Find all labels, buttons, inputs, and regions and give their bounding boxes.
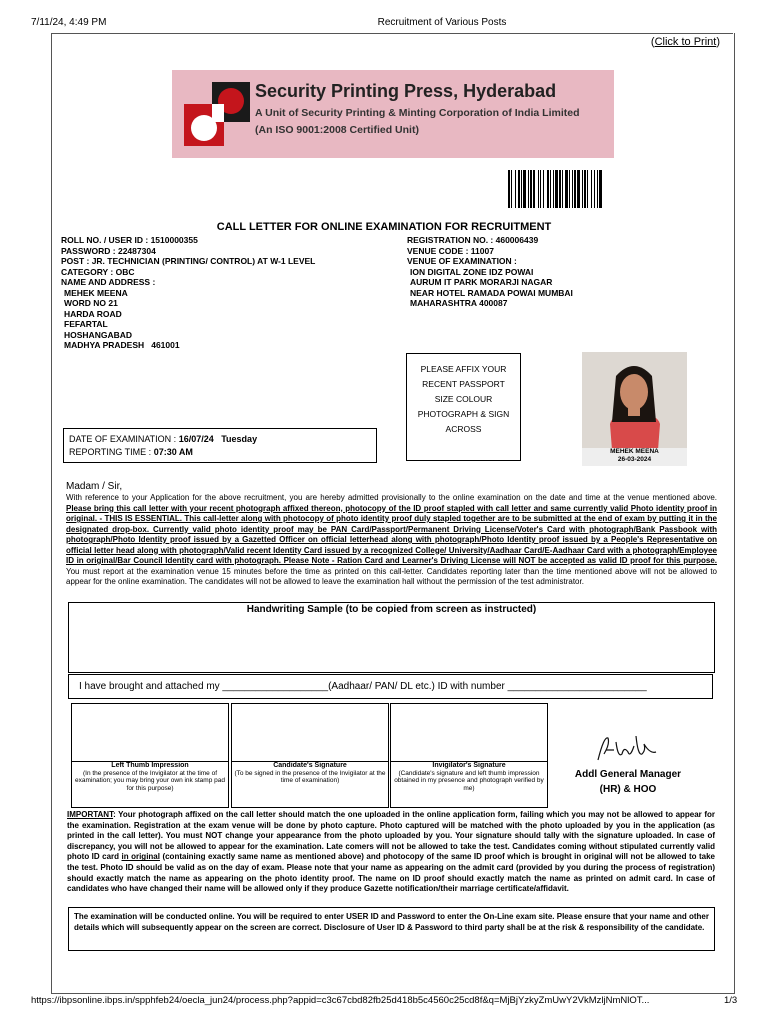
document-title: CALL LETTER FOR ONLINE EXAMINATION FOR RECRUITMENT [216,221,552,233]
barcode-bar [602,170,603,208]
exam-date-label: DATE OF EXAMINATION : [69,434,179,444]
reporting-time-label: REPORTING TIME : [69,447,154,457]
important-paragraph [67,810,715,895]
category: CATEGORY : OBC [61,266,135,277]
name-address-label: NAME AND ADDRESS : [61,277,156,287]
manager-signature-icon [594,732,662,764]
candidate-photo [582,352,687,466]
venue-line: ION DIGITAL ZONE IDZ POWAI [410,266,534,277]
candidate-signature-area[interactable] [232,704,388,762]
spp-logo-icon [182,80,252,148]
venue-line: AURUM IT PARK MORARJI NAGAR [410,277,553,287]
address-line: HOSHANGABAD [64,329,132,340]
left-thumb-title: Left Thumb Impression [111,762,189,769]
spp-banner [172,70,614,158]
invigilator-signature-desc: (Candidate's signature and left thumb impression obtained in my presence and photograph verified by me) [394,769,544,792]
venue-line: MAHARASHTRA 400087 [410,298,508,308]
handwriting-box[interactable] [68,602,715,673]
important-label: IMPORTANT [67,810,114,819]
photo-caption [582,448,687,466]
reporting-time-row [69,446,371,459]
click-to-print-link[interactable]: Click to Print [654,36,717,48]
left-thumb-desc: (In the presence of the Invigilator at the time of examination; you may bring your own ink stamp pad for this purpose) [75,769,225,792]
left-thumb-label [74,762,226,792]
instructions-essential: Please bring this call letter with your recent photograph affixed thereon, photocopy of the ID proof stapled with call letter and same currently valid Photo identity proof in original. - THIS IS ESSENTIAL. This call-letter along with photocopy of photo identity proof duly stapled together are to be submitted at the end of exam by putting it in the designated drop-box. Currently valid photo identity proof may be PAN Card/Passport/Permanent Driving License/Voter's Card with photograph/Bank Passbook with photograph/Photo Identity proof issued by a Gazetted Officer on official letterhead along with photograph/Photo Identity proof issued by a People's Representative on official letter head along with photograph/Valid recent Identity Card issued by a recognized College/ University/Aadhaar Card/E-Aadhaar Card with a photograph/Employee ID in original/Bar Council Identity card with photograph. Please Note - Ration Card and Learner's Driving License will NOT be accepted as valid ID proof for this purpose. [66,503,717,565]
footer-url: https://ibpsonline.ibps.in/spphfeb24/oecla_jun24/process.php?appid=c3c67cbd82fb25d418b5c4560c25cd8f&q=MjBjYzkyZmUwY2VkMzljNmNlOT... [31,995,650,1006]
instructions-paragraph [66,493,717,588]
post: POST : JR. TECHNICIAN (PRINTING/ CONTROL) AT W-1 LEVEL [61,256,316,266]
salutation: Madam / Sir, [66,481,123,492]
invigilator-signature-label [393,762,545,792]
print-datetime: 7/11/24, 4:49 PM [31,17,107,28]
handwriting-title: Handwriting Sample (to be copied from screen as instructed) [246,604,537,615]
affix-line: SIZE COLOUR [434,394,493,404]
barcode [508,170,682,208]
left-thumb-area[interactable] [72,704,228,762]
instructions-reporting: You must report at the examination venue 15 minutes before the time as printed on this call-letter. Candidates reporting later than the time mentioned above will not be allowed to appear for the online examination. The candidates will not be allowed to leave the examination hall without the permission of the test administrator. [66,566,717,586]
id-declaration-text: I have brought and attached my ___________________(Aadhaar/ PAN/ DL etc.) ID with number _________________________ [79,681,647,692]
invigilator-signature-box[interactable] [390,703,548,808]
address-line: WORD NO 21 [64,298,118,308]
important-text: : Your photograph affixed on the call letter should match the one uploaded in the online application form, failing which you may not be allowed to appear for the examination. Registration at the exam venue will be done by photo capture. Photo captured will be matched with the photo uploaded by you in the application (as printed in the call letter). You must NOT change your appearance from the photo uploaded by you. Your signature should tally with the signature uploaded. In case of discrepancy, you will not be allowed to appear for the examination. Late comers will not be allowed to take the test. Candidates coming without stipulated currently valid photo ID card [67,810,715,862]
exam-date-box [63,428,377,463]
important-text-cont: (containing exactly same name as mentioned above) and photocopy of the same ID proof which is brought in original will not be allowed to take the test. Photo ID should be valid as on the day of exam. Please note that your name as appearing on the admit card (provided by you during the process of registration) should exactly match the name as appearing on the photo identity proof. The name on ID proof should exactly match the name as printed on admit card. In case of candidates who have changed their name will be allowed only if they produce Gazette notification/their marriage certificate/affidavit. [67,852,715,894]
photo-name: MEHEK MEENA [610,448,659,455]
manager-line1: Addl General Manager [574,769,682,780]
banner-iso: (An ISO 9001:2008 Certified Unit) [255,124,419,136]
venue-line: NEAR HOTEL RAMADA POWAI MUMBAI [410,287,573,298]
exam-date-row [69,433,371,446]
important-in-original: in original [121,852,160,862]
banner-title: Security Printing Press, Hyderabad [255,81,557,101]
address-line: HARDA ROAD [64,308,122,319]
id-declaration-box [68,674,713,699]
candidate-signature-desc: (To be signed in the presence of the Invigilator at the time of examination) [234,769,386,784]
print-page-title: Recruitment of Various Posts [377,17,507,28]
affix-photo-box [406,353,521,461]
instructions-intro: With reference to your Application for the above recruitment, you are hereby admitted provisionally to the online examination on the date and time at the venue mentioned above. [66,493,717,502]
affix-line: RECENT PASSPORT [422,379,505,389]
candidate-signature-title: Candidate's Signature [273,762,347,769]
page-number: 1/3 [724,995,738,1006]
online-exam-text: The examination will be conducted online. You will be required to enter USER ID and Password to enter the On-Line exam site. Please ensure that your name and other details which will subsequently appear on the screen are correct. Disclosure of User ID & Password to third party shall be at the risk & responsibility of the candidate. [74,912,709,932]
affix-line: PLEASE AFFIX YOUR [420,364,507,374]
invigilator-signature-area[interactable] [391,704,547,762]
address-line: MEHEK MEENA [64,287,128,298]
candidate-signature-box[interactable] [231,703,389,808]
photo-date: 26-03-2024 [617,456,652,463]
candidate-signature-label [234,762,386,785]
venue-code: VENUE CODE : 11007 [407,245,494,256]
print-link-wrapper: (Click to Print) [650,36,720,48]
left-thumb-box[interactable] [71,703,229,808]
address-line: FEFARTAL [64,319,108,329]
banner-subtitle: A Unit of Security Printing & Minting Corporation of India Limited [255,107,580,119]
manager-line2: (HR) & HOO [599,784,657,795]
venue-block [407,267,727,309]
address-line: MADHYA PRADESH 461001 [64,340,180,350]
registration-number: REGISTRATION NO. : 460006439 [407,235,539,245]
affix-line: ACROSS [445,424,482,434]
affix-line: PHOTOGRAPH & SIGN [417,409,510,419]
manager-title [560,767,696,797]
candidate-info [61,235,401,351]
password: PASSWORD : 22487304 [61,245,156,256]
invigilator-signature-title: Invigilator's Signature [432,762,506,769]
online-exam-notice [68,907,715,951]
venue-info [407,235,727,309]
exam-date-value: 16/07/24 Tuesday [178,434,258,444]
reporting-time-value: 07:30 AM [153,447,193,457]
venue-label: VENUE OF EXAMINATION : [407,256,517,266]
address-block [61,288,401,351]
roll-number: ROLL NO. / USER ID : 1510000355 [61,235,198,245]
person-photo-icon [582,352,687,450]
